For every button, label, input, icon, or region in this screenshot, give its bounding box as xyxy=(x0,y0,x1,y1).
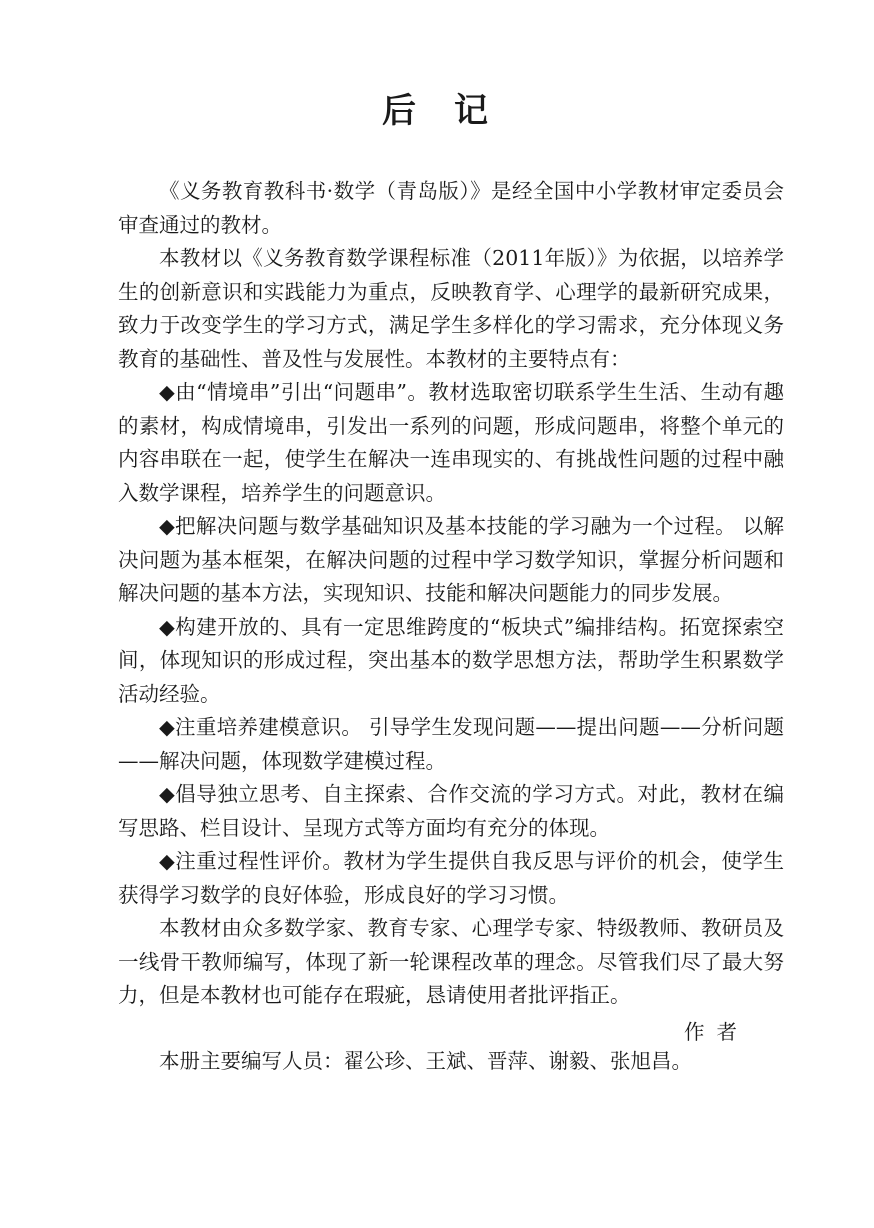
feature-item: ◆构建开放的、具有一定思维跨度的“板块式”编排结构。拓宽探索空间，体现知识的形成过程，突出基本的数学思想方法，帮助学生积累数学活动经验。 xyxy=(118,614,784,706)
feature-item: ◆把解决问题与数学基础知识及基本技能的学习融为一个过程。 以解决问题为基本框架，在解决问题的过程中学习数学知识，掌握分析问题和解决问题的基本方法，实现知识、技能和解决问题能力的同步发展。 xyxy=(118,514,784,605)
feature-item: ◆注重过程性评价。教材为学生提供自我反思与评价的机会，使学生获得学习数学的良好体验，形成良好的学习习惯。 xyxy=(118,849,784,907)
paragraph-basis: 本教材以《义务教育数学课程标准（2011年版）》为依据，以培养学生的创新意识和实践能力为重点，反映教育学、心理学的最新研究成果，致力于改变学生的学习方式，满足学生多样化的学习需求，充分体现义务教育的基础性、普及性与发展性。本教材的主要特点有： xyxy=(118,246,784,371)
editors-line: 本册主要编写人员：翟公珍、王斌、晋萍、谢毅、张旭昌。 xyxy=(159,1048,692,1073)
feature-item: ◆由“情境串”引出“问题串”。教材选取密切联系学生生活、生动有趣的素材，构成情境串，引发出一系列的问题，形成问题串，将整个单元的内容串联在一起，使学生在解决一连串现实的、有挑战性问题的过程中融入数学课程，培养学生的问题意识。 xyxy=(118,380,784,505)
afterword-body xyxy=(118,175,784,1078)
feature-item: ◆注重培养建模意识。 引导学生发现问题——提出问题——分析问题——解决问题，体现数学建模过程。 xyxy=(118,715,784,773)
feature-item: ◆倡导独立思考、自主探索、合作交流的学习方式。对此，教材在编写思路、栏目设计、呈现方式等方面均有充分的体现。 xyxy=(118,782,784,840)
title-char: 记 xyxy=(454,91,492,131)
title-char: 后 xyxy=(382,91,420,131)
author-signature xyxy=(684,1016,749,1049)
page-title xyxy=(0,86,874,136)
signature-char: 作 xyxy=(684,1020,711,1044)
paragraph-closing: 本教材由众多数学家、教育专家、心理学专家、特级教师、教研员及一线骨干教师编写，体现了新一轮课程改革的理念。尽管我们尽了最大努力，但是本教材也可能存在瑕疵，恳请使用者批评指正。 xyxy=(118,916,784,1007)
paragraph-intro: 《义务教育教科书·数学（青岛版）》是经全国中小学教材审定委员会审查通过的教材。 xyxy=(118,179,784,237)
signature-char: 者 xyxy=(716,1020,743,1044)
